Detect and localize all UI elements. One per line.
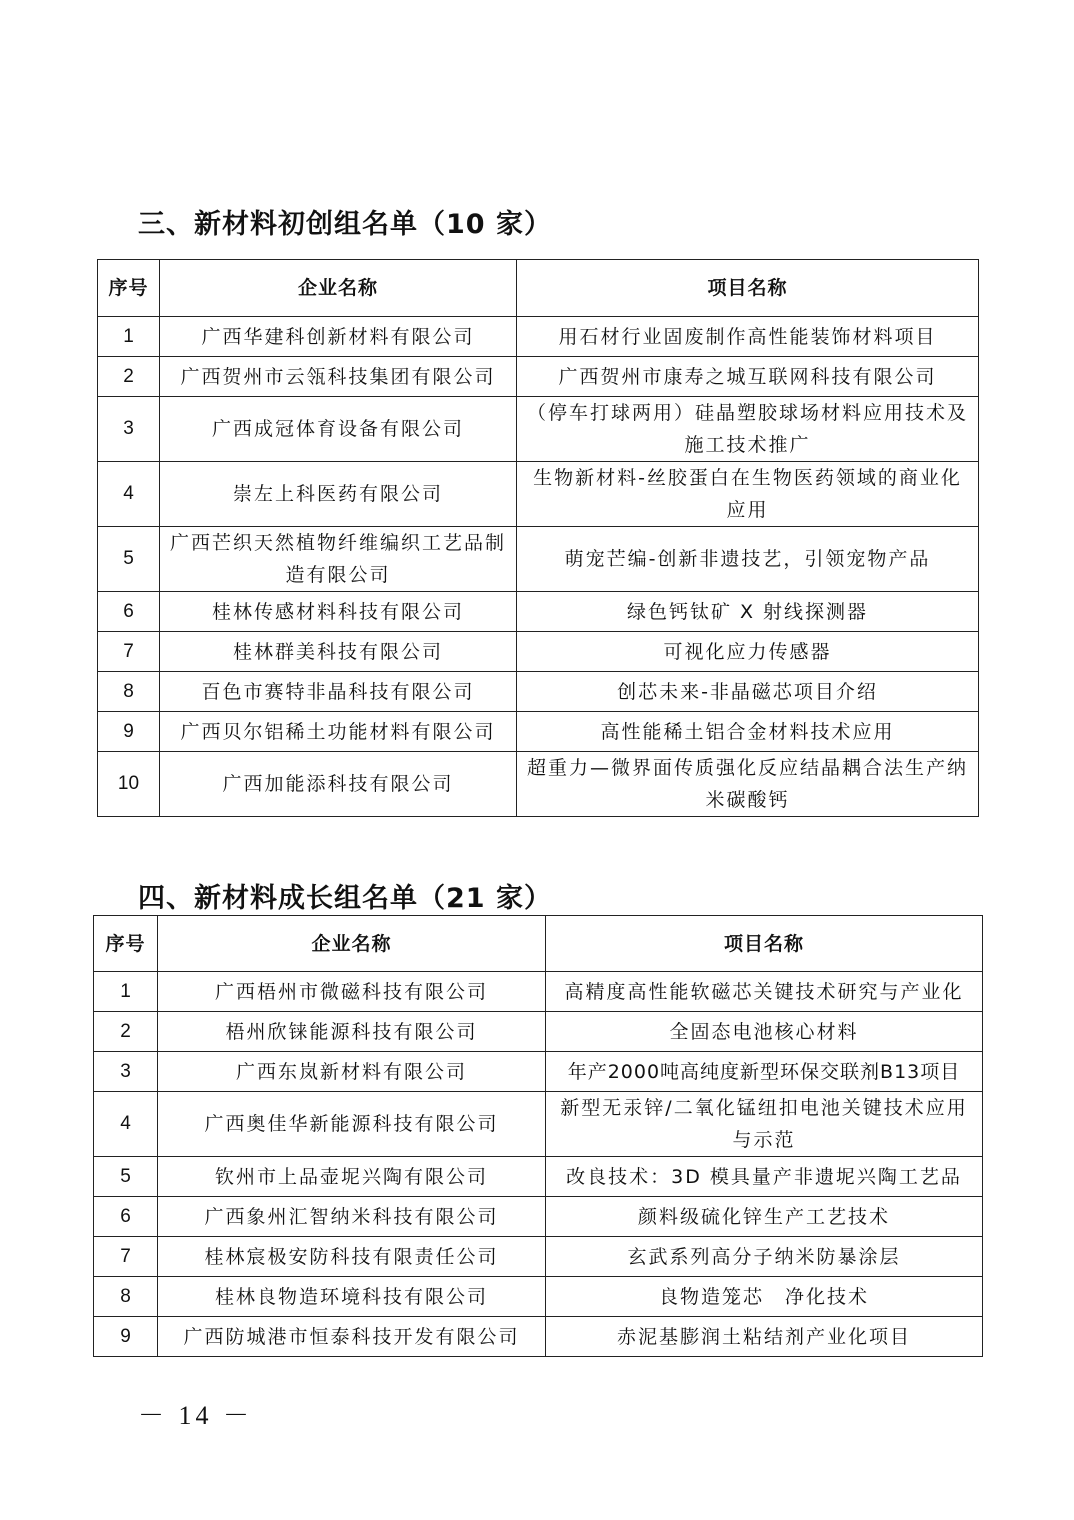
row-company: 桂林群美科技有限公司 (160, 632, 517, 672)
table-row (94, 1012, 983, 1052)
table-row (94, 1157, 983, 1197)
row-company: 钦州市上品壶坭兴陶有限公司 (158, 1157, 546, 1197)
row-company: 广西加能添科技有限公司 (160, 752, 517, 817)
table-row (94, 1277, 983, 1317)
row-project: 良物造笼芯 净化技术 (546, 1277, 983, 1317)
row-company: 广西奥佳华新能源科技有限公司 (158, 1092, 546, 1157)
table-row (94, 1237, 983, 1277)
table-row (94, 1092, 983, 1157)
row-index: 1 (98, 317, 160, 357)
table-header-row (94, 916, 983, 972)
row-project: 改良技术：3D 模具量产非遗坭兴陶工艺品 (546, 1157, 983, 1197)
row-index: 2 (98, 357, 160, 397)
table-row (94, 972, 983, 1012)
row-company: 广西梧州市微磁科技有限公司 (158, 972, 546, 1012)
section-4-table (93, 915, 983, 1357)
row-index: 1 (94, 972, 158, 1012)
row-project: 全固态电池核心材料 (546, 1012, 983, 1052)
row-company: 广西华建科创新材料有限公司 (160, 317, 517, 357)
table-row (98, 632, 979, 672)
row-project: 高性能稀土铝合金材料技术应用 (517, 712, 979, 752)
row-company: 梧州欣铼能源科技有限公司 (158, 1012, 546, 1052)
row-index: 3 (94, 1052, 158, 1092)
section-3-table (97, 259, 979, 817)
header-index: 序号 (98, 260, 160, 317)
row-index: 9 (98, 712, 160, 752)
row-index: 9 (94, 1317, 158, 1357)
row-index: 5 (94, 1157, 158, 1197)
header-company: 企业名称 (158, 916, 546, 972)
row-project: 颜料级硫化锌生产工艺技术 (546, 1197, 983, 1237)
row-company: 桂林宸极安防科技有限责任公司 (158, 1237, 546, 1277)
row-company: 广西贝尔铝稀土功能材料有限公司 (160, 712, 517, 752)
header-company: 企业名称 (160, 260, 517, 317)
row-index: 5 (98, 527, 160, 592)
row-project: 用石材行业固废制作高性能装饰材料项目 (517, 317, 979, 357)
row-project: 超重力—微界面传质强化反应结晶耦合法生产纳米碳酸钙 (517, 752, 979, 817)
row-index: 3 (98, 397, 160, 462)
row-index: 7 (94, 1237, 158, 1277)
row-project: 玄武系列高分子纳米防暴涂层 (546, 1237, 983, 1277)
table-row (98, 672, 979, 712)
row-index: 2 (94, 1012, 158, 1052)
section-3-title: 三、新材料初创组名单（10 家） (138, 209, 552, 240)
row-project: 广西贺州市康寿之城互联网科技有限公司 (517, 357, 979, 397)
row-index: 10 (98, 752, 160, 817)
row-company: 百色市赛特非晶科技有限公司 (160, 672, 517, 712)
row-project: 新型无汞锌/二氧化锰纽扣电池关键技术应用与示范 (546, 1092, 983, 1157)
row-company: 广西成冠体育设备有限公司 (160, 397, 517, 462)
row-company: 广西东岚新材料有限公司 (158, 1052, 546, 1092)
row-index: 6 (94, 1197, 158, 1237)
row-project: 生物新材料-丝胶蛋白在生物医药领域的商业化应用 (517, 462, 979, 527)
row-index: 7 (98, 632, 160, 672)
table-row (98, 712, 979, 752)
row-project: 年产2000吨高纯度新型环保交联剂B13项目 (546, 1052, 983, 1092)
row-company: 广西芒织天然植物纤维编织工艺品制造有限公司 (160, 527, 517, 592)
row-index: 4 (98, 462, 160, 527)
table-row (98, 357, 979, 397)
table-row (94, 1317, 983, 1357)
table-row (98, 592, 979, 632)
row-company: 崇左上科医药有限公司 (160, 462, 517, 527)
row-project: （停车打球两用）硅晶塑胶球场材料应用技术及施工技术推广 (517, 397, 979, 462)
table-row (94, 1197, 983, 1237)
header-index: 序号 (94, 916, 158, 972)
row-index: 8 (98, 672, 160, 712)
row-project: 创芯未来-非晶磁芯项目介绍 (517, 672, 979, 712)
header-project: 项目名称 (546, 916, 983, 972)
row-company: 广西防城港市恒泰科技开发有限公司 (158, 1317, 546, 1357)
row-project: 绿色钙钛矿 X 射线探测器 (517, 592, 979, 632)
row-project: 赤泥基膨润土粘结剂产业化项目 (546, 1317, 983, 1357)
row-company: 桂林良物造环境科技有限公司 (158, 1277, 546, 1317)
row-index: 6 (98, 592, 160, 632)
table-row (94, 1052, 983, 1092)
page-number: － 14 － (138, 1401, 254, 1430)
row-company: 桂林传感材料科技有限公司 (160, 592, 517, 632)
row-index: 8 (94, 1277, 158, 1317)
row-project: 高精度高性能软磁芯关键技术研究与产业化 (546, 972, 983, 1012)
section-4-title: 四、新材料成长组名单（21 家） (138, 883, 552, 914)
table-row (98, 317, 979, 357)
row-company: 广西贺州市云瓴科技集团有限公司 (160, 357, 517, 397)
table-row (98, 752, 979, 817)
row-project: 萌宠芒编-创新非遗技艺，引领宠物产品 (517, 527, 979, 592)
row-company: 广西象州汇智纳米科技有限公司 (158, 1197, 546, 1237)
table-row (98, 397, 979, 462)
table-row (98, 462, 979, 527)
table-header-row (98, 260, 979, 317)
row-index: 4 (94, 1092, 158, 1157)
table-row (98, 527, 979, 592)
header-project: 项目名称 (517, 260, 979, 317)
row-project: 可视化应力传感器 (517, 632, 979, 672)
